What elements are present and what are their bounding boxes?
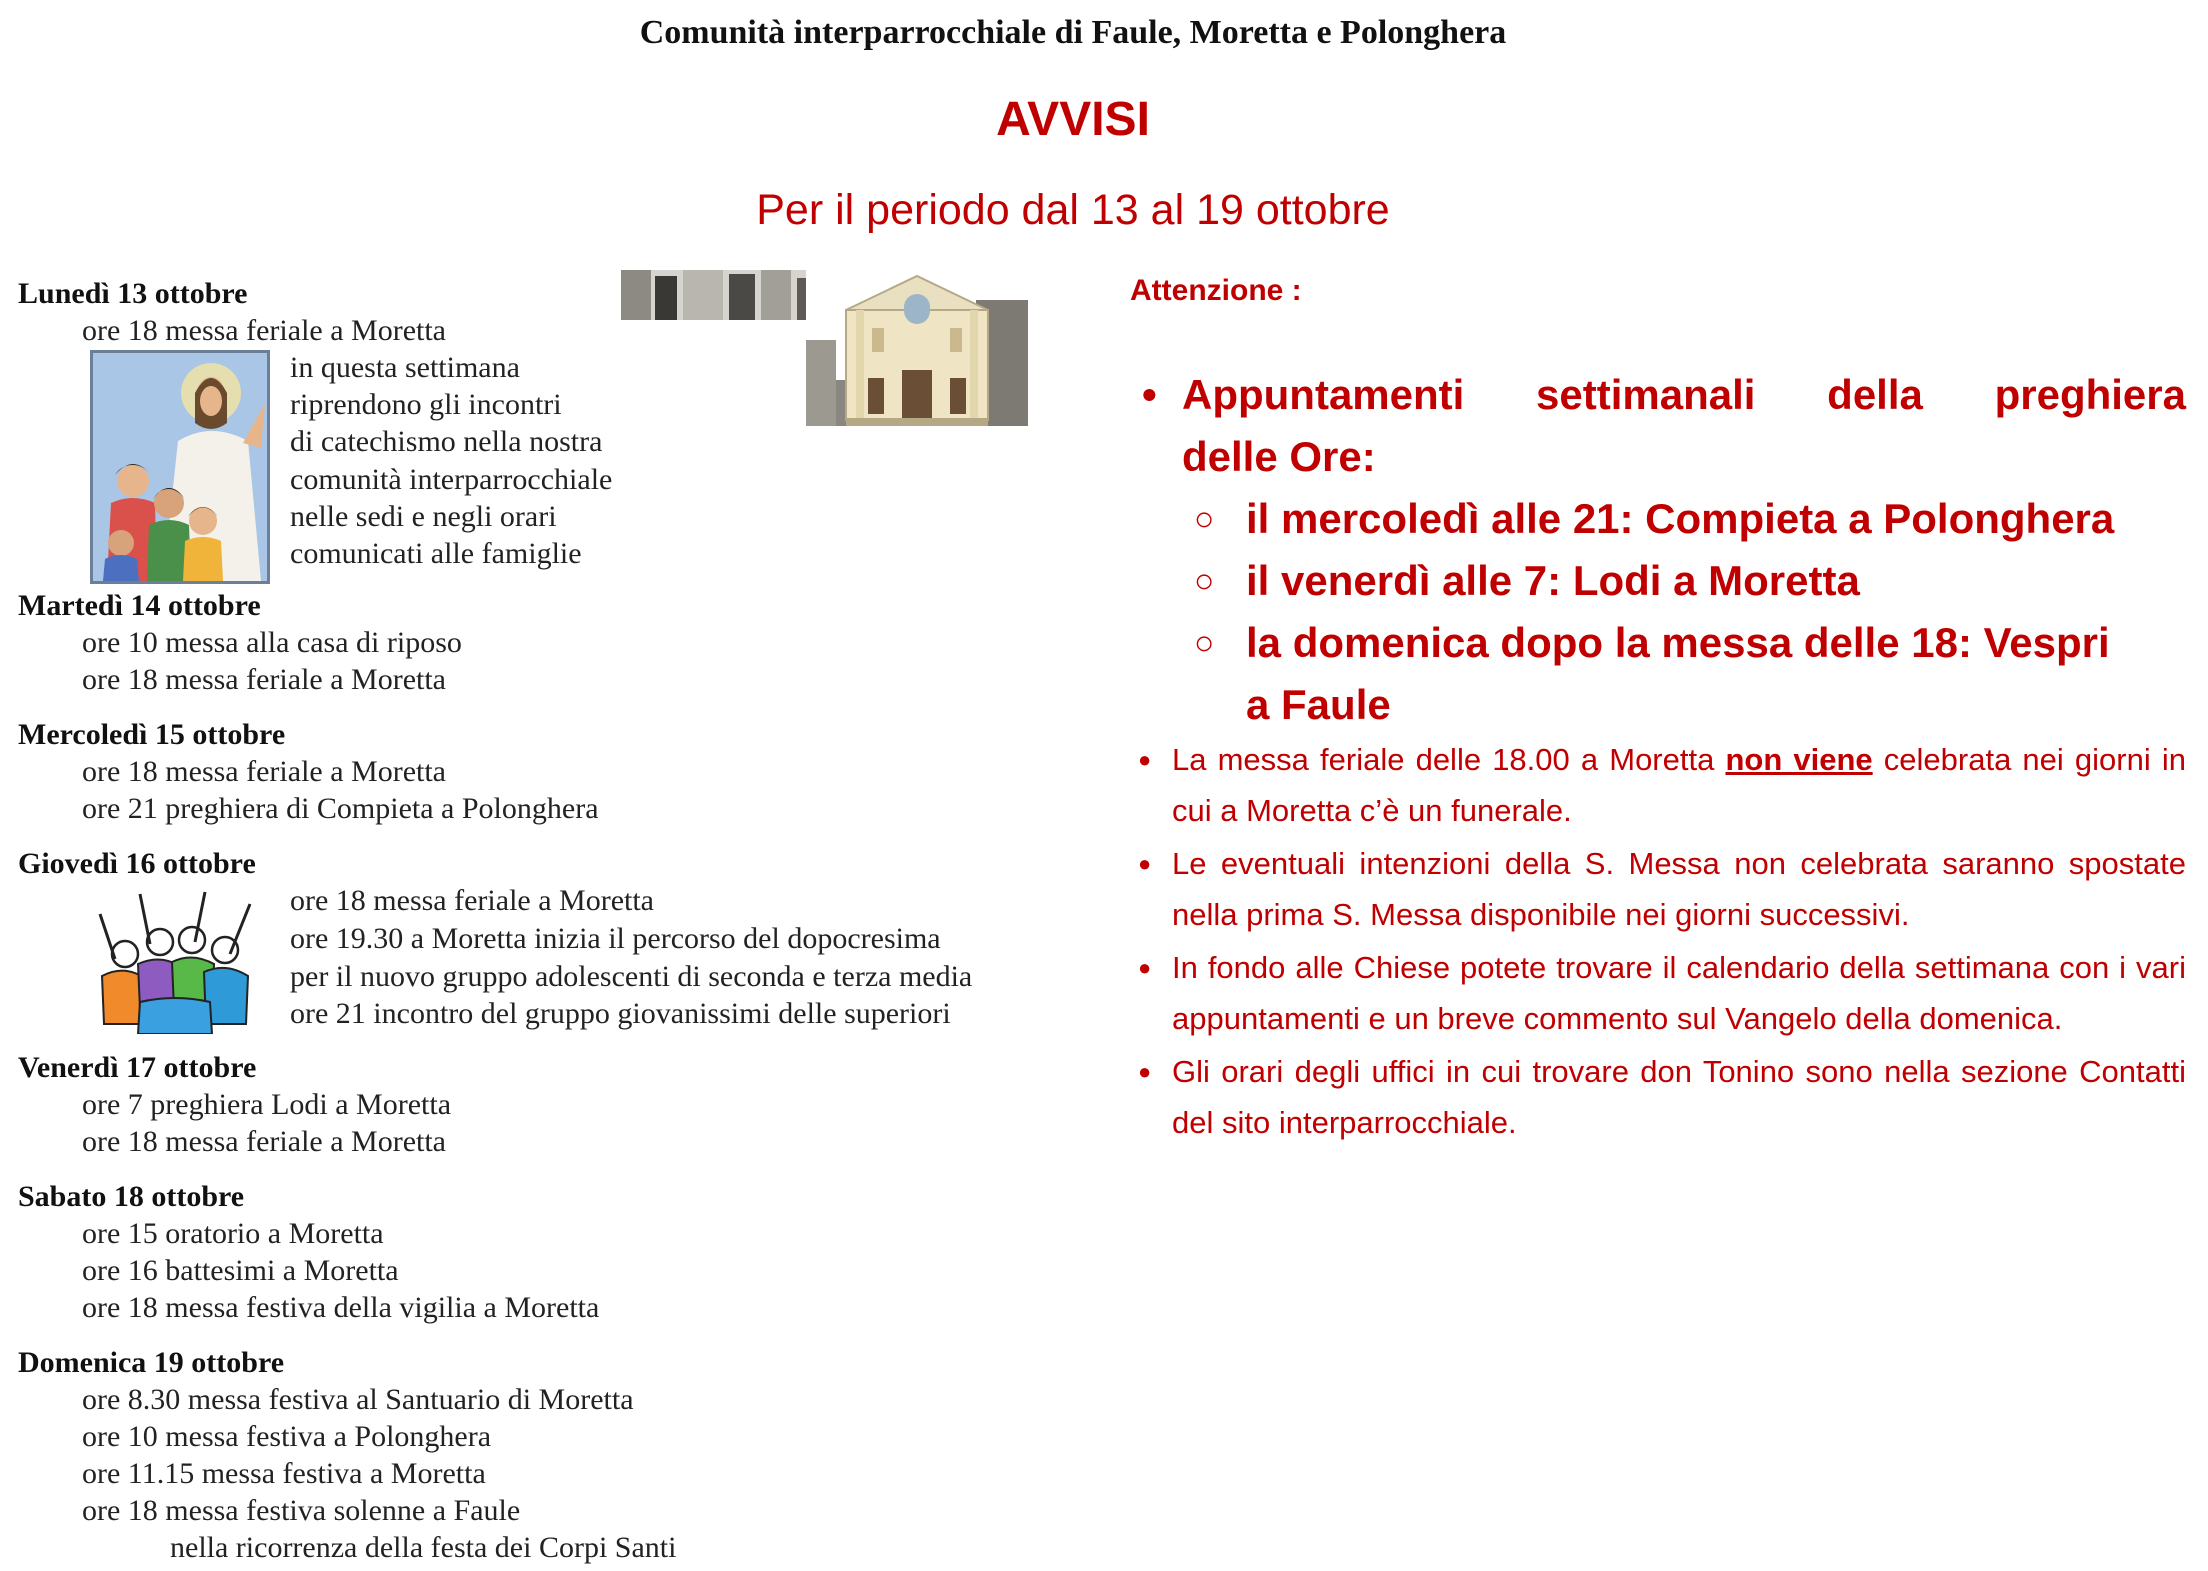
day-heading: Martedì 14 ottobre [18, 589, 261, 622]
schedule-line: ore 16 battesimi a Moretta [82, 1254, 399, 1287]
prayer-heading-line2: delle Ore: [1182, 433, 1376, 480]
day-heading: Giovedì 16 ottobre [18, 847, 256, 880]
teens-group-illustration [80, 884, 270, 1034]
schedule-line: ore 18 messa festiva della vigilia a Moretta [82, 1291, 600, 1324]
schedule-line: ore 18 messa feriale a Moretta [82, 663, 446, 696]
notes-list [1138, 734, 2186, 1150]
day-heading: Domenica 19 ottobre [18, 1346, 285, 1379]
prayer-item: ○ il venerdì alle 7: Lodi a Moretta [1246, 550, 2186, 612]
schedule-line: ore 7 preghiera Lodi a Moretta [82, 1088, 452, 1121]
prayer-schedule-list [1142, 364, 2186, 736]
day-heading: Lunedì 13 ottobre [18, 277, 248, 310]
circle-bullet-icon: ○ [1194, 562, 1215, 600]
schedule-line: ore 10 messa alla casa di riposo [82, 626, 462, 659]
schedule-line: ore 8.30 messa festiva al Santuario di Moretta [82, 1383, 634, 1416]
attention-label: Attenzione : [1130, 274, 1302, 307]
schedule-line: per il nuovo gruppo adolescenti di seconda e terza media [290, 960, 973, 993]
bullet-icon: ● [1138, 1059, 1152, 1084]
schedule-line: ore 21 incontro del gruppo giovanissimi delle superiori [290, 997, 951, 1030]
schedule-line: ore 11.15 messa festiva a Moretta [82, 1457, 486, 1490]
note-item: ● La messa feriale delle 18.00 a Moretta non viene celebrata nei giorni in cui a Moretta c’è un funerale. [1172, 734, 2186, 836]
prayer-item: ○ la domenica dopo la messa delle 18: Vespri [1246, 612, 2186, 674]
schedule-line: nella ricorrenza della festa dei Corpi Santi [170, 1531, 677, 1564]
emphasis-text: non viene [1725, 742, 1873, 777]
day-heading: Venerdì 17 ottobre [18, 1051, 257, 1084]
schedule-line: ore 18 messa festiva solenne a Faule [82, 1494, 521, 1527]
schedule-note: in questa settimana [290, 351, 520, 384]
period-subtitle: Per il periodo dal 13 al 19 ottobre [756, 186, 1390, 234]
page-title: AVVISI [996, 93, 1150, 146]
schedule-line: ore 15 oratorio a Moretta [82, 1217, 384, 1250]
prayer-item-continuation: a Faule [1246, 681, 1391, 728]
bullet-icon: ● [1138, 747, 1152, 772]
day-heading: Mercoledì 15 ottobre [18, 718, 286, 751]
bullet-icon: ● [1138, 851, 1152, 876]
church-photo [806, 270, 1028, 426]
prayer-heading-line1: Appuntamenti settimanali della preghiera [1182, 371, 2186, 418]
note-item: ● Gli orari degli uffici in cui trovare don Tonino sono nella sezione Contatti del sito interparrocchiale. [1172, 1046, 2186, 1148]
community-title: Comunità interparrocchiale di Faule, Moretta e Polonghera [639, 14, 1507, 51]
schedule-line: ore 18 messa feriale a Moretta [82, 314, 446, 347]
prayer-item: ○ il mercoledì alle 21: Compieta a Polonghera [1246, 488, 2186, 550]
circle-bullet-icon: ○ [1194, 624, 1215, 662]
schedule-note: di catechismo nella nostra [290, 425, 603, 458]
schedule-line: ore 18 messa feriale a Moretta [290, 884, 654, 917]
day-heading: Sabato 18 ottobre [18, 1180, 245, 1213]
schedule-line: ore 10 messa festiva a Polonghera [82, 1420, 492, 1453]
schedule-line: ore 21 preghiera di Compieta a Polonghera [82, 792, 599, 825]
bullet-icon: • [1142, 371, 1157, 418]
jesus-children-illustration [90, 350, 270, 584]
church-photo-strip [621, 270, 831, 320]
schedule-note: comunità interparrocchiale [290, 463, 613, 496]
schedule-note: riprendono gli incontri [290, 388, 562, 421]
schedule-note: nelle sedi e negli orari [290, 500, 557, 533]
schedule-line: ore 18 messa feriale a Moretta [82, 755, 446, 788]
schedule-note: comunicati alle famiglie [290, 537, 582, 570]
schedule-line: ore 19.30 a Moretta inizia il percorso del dopocresima [290, 922, 941, 955]
bullet-icon: ● [1138, 955, 1152, 980]
schedule-line: ore 18 messa feriale a Moretta [82, 1125, 446, 1158]
note-item: ● In fondo alle Chiese potete trovare il calendario della settimana con i vari appuntamenti e un breve commento sul Vangelo della domenica. [1172, 942, 2186, 1044]
note-item: ● Le eventuali intenzioni della S. Messa non celebrata saranno spostate nella prima S. Messa disponibile nei giorni successivi. [1172, 838, 2186, 940]
circle-bullet-icon: ○ [1194, 500, 1215, 538]
